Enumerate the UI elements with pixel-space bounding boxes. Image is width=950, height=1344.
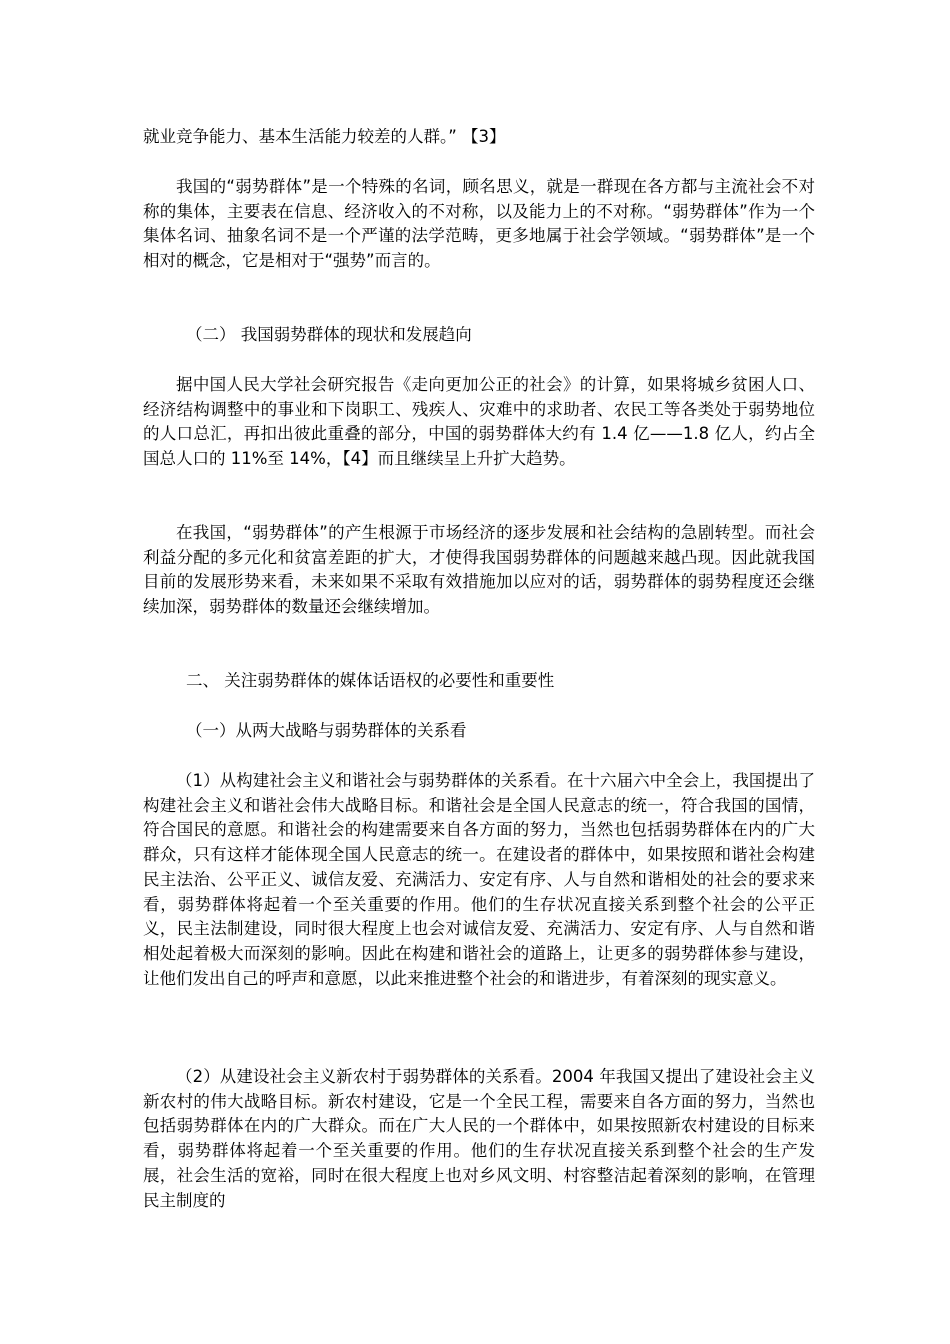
paragraph-harmonious-society [143, 769, 815, 991]
paragraph-text: （2）从建设社会主义新农村于弱势群体的关系看。2004 年我国又提出了建设社会主义新农村的伟大战略目标。新农村建设，它是一个全民工程，需要来自各方面的努力，当然也包括弱势群体在内的广大群众。而在广大人民的一个群体中，如果按照新农村建设的目标来看，弱势群体将起着一个至关重要的作用。他们的生存状况直接关系到整个社会的生产发展，社会生活的宽裕，同时在很大程度上也对乡风文明、村容整洁起着深刻的影响，在管理民主制度的 [143, 1067, 815, 1210]
heading-text: 二、 关注弱势群体的媒体话语权的必要性和重要性 [186, 671, 555, 690]
paragraph-text: 在我国，“弱势群体”的产生根源于市场经济的逐步发展和社会结构的急剧转型。而社会利益分配的多元化和贫富差距的扩大，才使得我国弱势群体的问题越来越凸现。因此就我国目前的发展形势来看，未来如果不采取有效措施加以应对的话，弱势群体的弱势程度还会继续加深，弱势群体的数量还会继续增加。 [143, 523, 815, 617]
paragraph-origins [143, 521, 815, 620]
paragraph-weak-group-definition [143, 175, 815, 274]
paragraph-text: 我国的“弱势群体”是一个特殊的名词，顾名思义，就是一群现在各方都与主流社会不对称的集体，主要表在信息、经济收入的不对称，以及能力上的不对称。“弱势群体”作为一个集体名词、抽象名词不是一个严谨的法学范畴，更多地属于社会学领域。“弱势群体”是一个相对的概念，它是相对于“强势”而言的。 [143, 177, 815, 271]
paragraph-continuation [143, 125, 815, 150]
paragraph-text: （1）从构建社会主义和谐社会与弱势群体的关系看。在十六届六中全会上，我国提出了构建社会主义和谐社会伟大战略目标。和谐社会是全国人民意志的统一，符合我国的国情，符合国民的意愿。和谐社会的构建需要来自各方面的努力，当然也包括弱势群体在内的广大群众，只有这样才能体现全国人民意志的统一。在建设者的群体中，如果按照和谐社会构建民主法治、公平正义、诚信友爱、充满活力、安定有序、人与自然和谐相处的社会的要求来看，弱势群体将起着一个至关重要的作用。他们的生存状况直接关系到整个社会的公平正义，民主法制建设，同时很大程度上也会对诚信友爱、充满活力、安定有序、人与自然和谐相处起着极大而深刻的影响。因此在构建和谐社会的道路上，让更多的弱势群体参与建设，让他们发出自己的呼声和意愿，以此来推进整个社会的和谐进步，有着深刻的现实意义。 [143, 771, 815, 988]
heading-text: （一）从两大战略与弱势群体的关系看 [186, 721, 467, 740]
paragraph-text: 就业竞争能力、基本生活能力较差的人群。” 【3】 [143, 127, 506, 146]
section-heading-two [143, 669, 815, 694]
paragraph-text: 据中国人民大学社会研究报告《走向更加公正的社会》的计算，如果将城乡贫困人口、经济结构调整中的事业和下岗职工、残疾人、灾难中的求助者、农民工等各类处于弱势地位的人口总汇，再扣出彼此重叠的部分，中国的弱势群体大约有 1.4 亿——1.8 亿人，约占全国总人口的 11%至 14%，【4】而且继续呈上升扩大趋势。 [143, 375, 815, 469]
paragraph-statistics [143, 373, 815, 472]
paragraph-new-countryside [143, 1065, 815, 1213]
subsection-heading-one [143, 719, 815, 744]
section-heading-status [143, 323, 815, 348]
heading-text: （二） 我国弱势群体的现状和发展趋向 [186, 325, 472, 344]
